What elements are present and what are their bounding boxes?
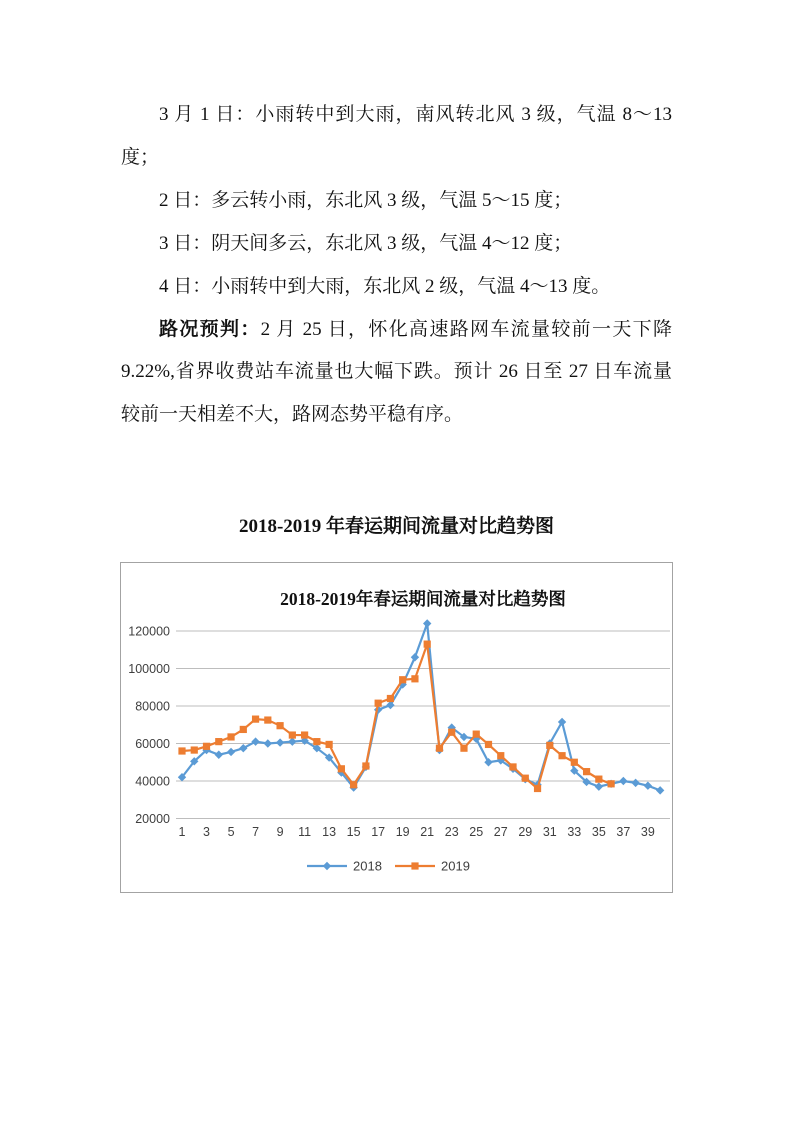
x-tick-label: 19: [395, 825, 410, 839]
x-tick-label: 23: [444, 825, 459, 839]
body-text: [121, 94, 672, 437]
x-tick-label: 15: [346, 825, 361, 839]
x-tick-label: 3: [203, 825, 210, 839]
x-tick-label: 13: [322, 825, 337, 839]
paragraph-line: 9.22%,省界收费站车流量也大幅下跌。预计 26 日至 27 日车流量: [121, 361, 672, 383]
legend-label: 2018: [353, 858, 382, 874]
y-tick-label: 80000: [135, 699, 170, 714]
road-forecast-label: 路况预判：: [159, 318, 261, 340]
traffic-flow-comparison-chart: [120, 562, 673, 893]
paragraph-road-forecast: [121, 309, 672, 438]
x-tick-label: 35: [591, 825, 606, 839]
paragraph-line: 较前一天相差不大，路网态势平稳有序。: [121, 404, 464, 426]
legend-label: 2019: [441, 858, 470, 874]
series-2019: [178, 641, 614, 793]
paragraph-weather-mar1: [121, 94, 672, 180]
series-2018: [178, 619, 665, 794]
paragraph-weather-mar4: 4 日：小雨转中到大雨，东北风 2 级，气温 4～13 度。: [159, 275, 611, 297]
y-tick-label: 20000: [135, 812, 170, 826]
x-tick-label: 5: [227, 825, 235, 839]
x-tick-label: 39: [640, 825, 655, 839]
x-tick-label: 17: [371, 825, 386, 839]
paragraph-line: 度；: [121, 146, 160, 168]
paragraph-line: [121, 309, 672, 352]
road-forecast-text: 2 月 25 日，怀化高速路网车流量较前一天下降: [260, 318, 672, 340]
x-tick-label: 31: [542, 825, 557, 839]
y-tick-label: 120000: [128, 624, 170, 639]
chart-title: 2018-2019年春运期间流量对比趋势图: [280, 589, 566, 609]
x-tick-label: 27: [493, 825, 508, 839]
y-tick-label: 60000: [135, 737, 170, 751]
x-axis-labels: [179, 825, 655, 839]
paragraph-weather-mar3: 3 日：阴天间多云，东北风 3 级，气温 4～12 度；: [159, 232, 573, 254]
x-tick-label: 29: [518, 825, 533, 839]
y-axis-labels: [128, 625, 170, 827]
x-tick-label: 25: [469, 825, 484, 839]
paragraph-weather-mar2: 2 日：多云转小雨，东北风 3 级，气温 5～15 度；: [159, 189, 573, 211]
paragraph-line: 3 月 1 日：小雨转中到大雨，南风转北风 3 级，气温 8～13: [159, 104, 672, 125]
figure-caption: 2018-2019 年春运期间流量对比趋势图: [238, 516, 555, 537]
flow-chart-svg: [121, 563, 672, 892]
x-tick-label: 21: [420, 825, 435, 839]
x-tick-label: 9: [276, 825, 284, 839]
x-tick-label: 1: [178, 825, 186, 839]
y-tick-label: 100000: [128, 662, 170, 676]
x-tick-label: 33: [567, 825, 582, 839]
x-tick-label: 11: [298, 825, 312, 839]
chart-legend: [307, 859, 470, 874]
y-tick-label: 40000: [135, 774, 170, 789]
x-tick-label: 7: [252, 825, 260, 839]
x-tick-label: 37: [616, 825, 631, 839]
